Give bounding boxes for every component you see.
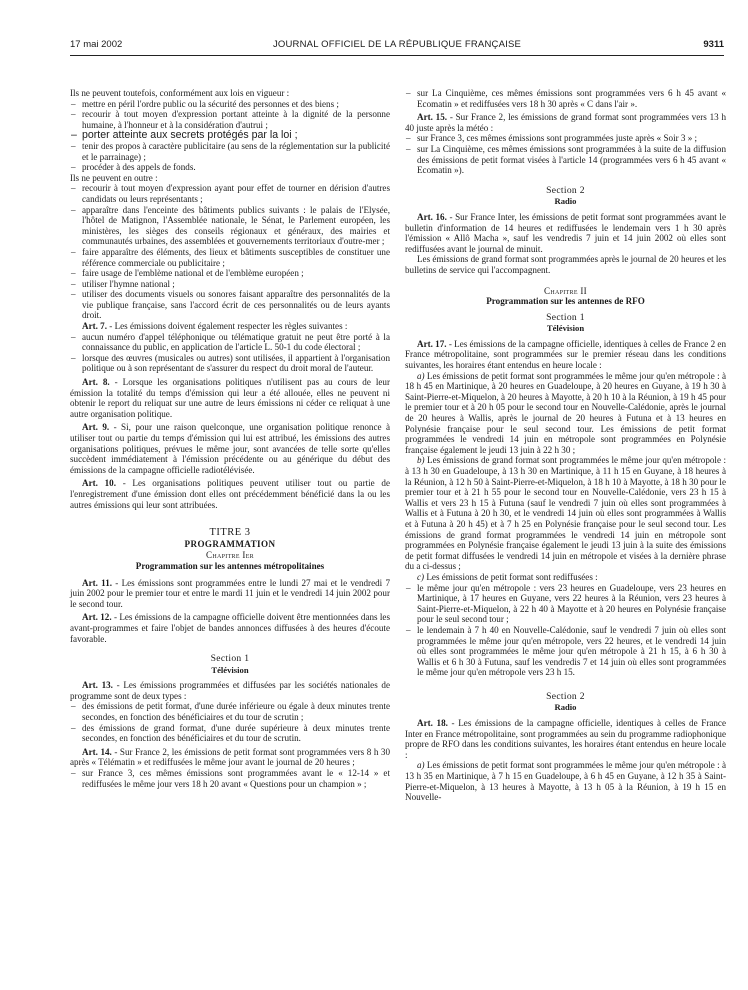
article-15: Art. 15. - Sur France 2, les émissions de grand format sont programmées vers 13 h 40 juste après la météo : xyxy=(405,112,726,133)
article-14: Art. 14. - Sur France 2, les émissions de petit format sont programmées vers 8 h 30 après « Télématin » et rediffusées le même jour avant le journal de 20 heures ; xyxy=(70,746,390,768)
section-heading: Section 1 xyxy=(546,311,585,323)
article-10: Art. 10. - Les organisations politiques peuvent utiliser tout ou partie de l'enregistrement d'une émission dont elles ont précédemment bénéficié dans la ou les autres émissions qui leur sont attribuées. xyxy=(70,478,390,510)
article-7-list xyxy=(70,332,390,374)
programmation-heading: PROGRAMMATION xyxy=(184,538,276,549)
article-label: Art. 9. xyxy=(82,422,110,433)
header-rule xyxy=(70,55,724,56)
article-16-paragraph-2: Les émissions de grand format sont programmées après le journal de 20 heures et les bulletins de service qui l'accompagnent. xyxy=(405,254,726,275)
section-heading: Section 2 xyxy=(546,184,585,196)
article-12: Art. 12. - Les émissions de la campagne officielle doivent être mentionnées dans les avant-programmes et faire l'objet de bandes annonces diffusées à des heures d'écoute favorable. xyxy=(70,612,391,644)
article-label: Art. 14. xyxy=(82,746,112,757)
intro-paragraph: Ils ne peuvent toutefois, conformément aux lois en vigueur : xyxy=(70,88,290,98)
article-label: Art. 18. xyxy=(417,718,448,729)
list-item: – porter atteinte aux secrets protégés par la loi ; xyxy=(82,130,390,141)
journal-title: JOURNAL OFFICIEL DE LA RÉPUBLIQUE FRANÇAISE xyxy=(272,39,522,50)
list-item: – recourir à tout moyen d'expression ayant pour effet de tourner en dérision d'autres candidats ou leurs représentants ; xyxy=(82,183,390,204)
list-item: – le même jour qu'en métropole : vers 23 heures en Guadeloupe, vers 23 heures en Martinique, à 17 heures en Guyane, vers 22 heures à la Réunion, vers 23 heures à Saint-Pierre-et-Miquelon, à 22 h 40 à Mayotte et à 20 heures en Polynésie française pour le seul second tour ; xyxy=(417,583,726,625)
list-item: – mettre en péril l'ordre public ou la sécurité des personnes et des biens ; xyxy=(82,99,390,110)
subsection-heading: Télévision xyxy=(211,664,249,675)
list-item: – sur France 3, ces mêmes émissions sont programmées juste après « Soir 3 » ; xyxy=(417,133,726,144)
item-letter: a) xyxy=(417,370,425,381)
item-letter: b) xyxy=(417,455,425,466)
article-label: Art. 11. xyxy=(82,577,113,588)
list-item: – aucun numéro d'appel téléphonique ou télématique gratuit ne peut être porté à la connaissance du public, en application de l'article L. 50-1 du code électoral ; xyxy=(82,332,390,353)
list-item: – recourir à tout moyen d'expression portant atteinte à la dignité de la personne humaine, à l'honneur et à la considération d'autrui ; xyxy=(82,109,390,130)
section-heading: Section 2 xyxy=(546,690,585,702)
chapitre-heading: Chapitre II xyxy=(543,285,588,296)
list-item: – lorsque des œuvres (musicales ou autres) sont utilisées, il appartient à l'organisation politique ou à son représentant de s'assurer du respect du droit moral de l'auteur. xyxy=(82,353,390,374)
article-label: Art. 16. xyxy=(417,211,447,222)
section-heading: Section 1 xyxy=(210,653,250,665)
article-17-c: c) Les émissions de petit format sont rediffusées : xyxy=(417,571,598,582)
list-item: – tenir des propos à caractère publicitaire (au sens de la réglementation sur la publicité et le parrainage) ; xyxy=(82,141,390,162)
list-item: – utiliser des documents visuels ou sonores faisant apparaître des personnalités de la vie publique française, sans l'accord écrit de ces personnalités ou de leurs ayants droit. xyxy=(82,289,390,321)
list-item: – des émissions de grand format, d'une durée supérieure à deux minutes trente secondes, en fonction des bénéficiaires et du tour de scrutin. xyxy=(82,723,390,744)
right-column xyxy=(405,88,726,803)
list-item: – sur La Cinquième, ces mêmes émissions sont programmées à la suite de la diffusion des émissions de petit format visées à l'article 14 (programmées vers 6 h 45 avant « Ecomatin »). xyxy=(417,144,726,176)
list-item: – sur France 3, ces mêmes émissions sont programmées avant le « 12-14 » et rediffusées le même jour vers 18 h 20 avant « Questions pour un champion » ; xyxy=(82,768,390,789)
article-7: Art. 7. - Les émissions doivent également respecter les règles suivantes : xyxy=(82,321,348,332)
article-18: Art. 18. - Les émissions de la campagne officielle, identiques à celles de France Inter en France métropolitaine, sont programmées au sein du programme radiophonique propre de RFO dans les conditions suivantes, les horaires étant entendus en heure locale : xyxy=(405,718,727,760)
list-item: – faire usage de l'emblème national et de l'emblème européen ; xyxy=(82,268,390,279)
article-9: Art. 9. - Si, pour une raison quelconque, une organisation politique renonce à utiliser tout ou partie du temps d'émission qui lui est attribué, les émissions des autres organisations politiques, prévues le même jour, sont avancées de telle sorte qu'elles succèdent immédiatement à l'émission précédente ou au générique du début des émissions de la campagne officielle radiotélévisée. xyxy=(70,422,391,475)
article-13-list xyxy=(70,701,390,743)
list-item: – apparaître dans l'enceinte des bâtiments publics suivants : le palais de l'Elysée, l'hôtel de Matignon, l'Assemblée nationale, le Sénat, le Parlement européen, les ministères, les sièges des conseils régionaux et généraux, des mairies et communautés urbaines, des assemblées et gouvernements territoriaux d'outre-mer ; xyxy=(82,205,390,247)
intro2-paragraph: Ils ne peuvent en outre : xyxy=(70,172,158,183)
article-label: Art. 8. xyxy=(82,377,110,388)
article-11: Art. 11. - Les émissions sont programmées entre le lundi 27 mai et le vendredi 7 juin 2002 pour le premier tour et entre le mardi 11 juin et le vendredi 14 juin 2002 pour le second tour. xyxy=(70,577,390,609)
page-header xyxy=(70,40,724,54)
article-16: Art. 16. - Sur France Inter, les émissions de petit format sont programmées avant le bulletin d'information de 14 heures et rediffusées le lendemain vers 1 h 30 après l'émission « Allô Macha », sauf les vendredis 7 juin et 14 juin 2002 où elles sont rediffusées avant le journal de minuit. xyxy=(405,211,726,254)
prohibitions-list xyxy=(70,99,390,173)
list-item: – procéder à des appels de fonds. xyxy=(82,162,390,173)
additional-prohibitions-list xyxy=(70,183,390,321)
chapitre-title: Programmation sur les antennes métropolitaines xyxy=(135,560,325,571)
article-17-b: b) Les émissions de grand format sont programmées le même jour qu'en métropole : à 13 h 30 en Guadeloupe, à 13 h 30 en Martinique, à 11 h 15 en Guyane, à 18 heures à la Réunion, à 12 h 50 à Saint-Pierre-et-Miquelon, à 18 h 10 à Mayotte, à 18 h 30 pour le premier tour et à 21 h 55 pour le second tour en Nouvelle-Calédonie, vers 23 h 15 à Wallis et vers 23 h 15 à Futuna (sauf le vendredi 7 juin où elles sont programmées à Wallis et à Futuna à 20 h 30, et le vendredi 14 juin où elles sont programmées à Wallis et à Futuna à 20 h 45) et à 7 h 25 en Polynésie française pour le seul second tour. Les émissions de grand format programmées le vendredi 14 juin en métropole sont programmées en Polynésie française également le jeudi 13 juin à la suite des émissions de petit format diffusées le vendredi 14 juin en métropole et visées à la dernière phrase du a ci-dessus ; xyxy=(405,455,726,572)
article-label: Art. 7. xyxy=(82,321,107,332)
article-13: Art. 13. - Les émissions programmées et diffusées par les sociétés nationales de programme sont de deux types : xyxy=(70,680,391,701)
article-17-c-list xyxy=(405,583,726,678)
article-label: Art. 15. xyxy=(417,112,448,123)
header-date: 17 mai 2002 xyxy=(70,39,123,50)
list-item: – sur La Cinquième, ces mêmes émissions sont programmées vers 6 h 45 avant « Ecomatin » et rediffusées vers 18 h 30 après « C dans l'air ». xyxy=(417,88,726,109)
page-number: 9311 xyxy=(703,39,724,50)
list-item: – des émissions de petit format, d'une durée inférieure ou égale à deux minutes trente secondes, en fonction des bénéficiaires et du tour de scrutin ; xyxy=(82,701,390,722)
article-17-a: a) Les émissions de petit format sont programmées le même jour qu'en métropole : à 18 h 45 en Martinique, à 20 heures en Guadeloupe, à 20 heures en Guyane, à 19 h 30 à Saint-Pierre-et-Miquelon, à 20 heures à Mayotte, à 20 h 10 à la Réunion, à 19 h 45 pour le premier tour et à 20 h 05 pour le second tour en Nouvelle-Calédonie, après le journal de 20 heures à Wallis, après le journal de 20 heures à Futuna et à 13 heures en Polynésie française pour le seul second tour. Les émissions de petit format programmées le vendredi 14 juin en métropole sont programmées en Polynésie française également le jeudi 13 juin à 22 h 30 ; xyxy=(405,370,726,455)
left-column xyxy=(70,88,390,789)
article-17: Art. 17. - Les émissions de la campagne officielle, identiques à celles de France 2 en France métropolitaine, sont programmées sur le premier réseau dans les conditions suivantes, les horaires étant entendus en heure locale : xyxy=(405,338,726,371)
item-letter: a) xyxy=(417,760,425,771)
subsection-heading: Télévision xyxy=(546,323,585,334)
article-14-continued-list xyxy=(405,88,726,109)
article-label: Art. 17. xyxy=(417,338,447,349)
item-letter: c) xyxy=(417,571,425,582)
list-item: – utiliser l'hymne national ; xyxy=(82,279,390,290)
list-item: – faire apparaître des éléments, des lieux et bâtiments susceptibles de constituer une référence commerciale ou publicitaire ; xyxy=(82,247,390,268)
list-item: – le lendemain à 7 h 40 en Nouvelle-Calédonie, sauf le vendredi 7 juin où elles sont programmées le même jour qu'en métropole, vers 22 heures, et le vendredi 14 juin où elles sont programmées le même jour qu'en métropole à 21 h 15, à 6 h 30 à Wallis et 6 h 30 à Futuna, sauf les vendredis 7 et 14 juin où elles sont programmées le même jour qu'en métropole vers 23 h 15. xyxy=(417,625,726,678)
titre-heading: TITRE 3 xyxy=(209,527,251,539)
article-14-list xyxy=(70,768,390,789)
article-18-a: a) Les émissions de petit format sont programmées le même jour qu'en métropole : à 13 h 35 en Martinique, à 7 h 15 en Guadeloupe, à 6 h 45 en Guyane, à 12 h 35 à Saint-Pierre-et-Miquelon, à 13 heures à Mayotte, à 13 h 05 à la Réunion, à 19 h 15 en Nouvelle- xyxy=(405,760,726,803)
article-8: Art. 8. - Lorsque les organisations politiques n'utilisent pas au cours de leur émission la totalité du temps d'émission qui leur a été allouée, elles ne peuvent ni obtenir le report du reliquat sur une autre de leurs émissions ni céder ce reliquat à une autre organisation politique. xyxy=(70,377,390,419)
chapitre-title: Programmation sur les antennes de RFO xyxy=(486,296,645,307)
article-label: Art. 13. xyxy=(82,680,113,691)
chapitre-heading: Chapitre Ier xyxy=(206,550,254,561)
article-15-list xyxy=(405,133,726,175)
subsection-heading: Radio xyxy=(554,196,577,207)
article-label: Art. 10. xyxy=(82,478,116,489)
subsection-heading: Radio xyxy=(554,702,577,713)
article-label: Art. 12. xyxy=(82,612,112,623)
